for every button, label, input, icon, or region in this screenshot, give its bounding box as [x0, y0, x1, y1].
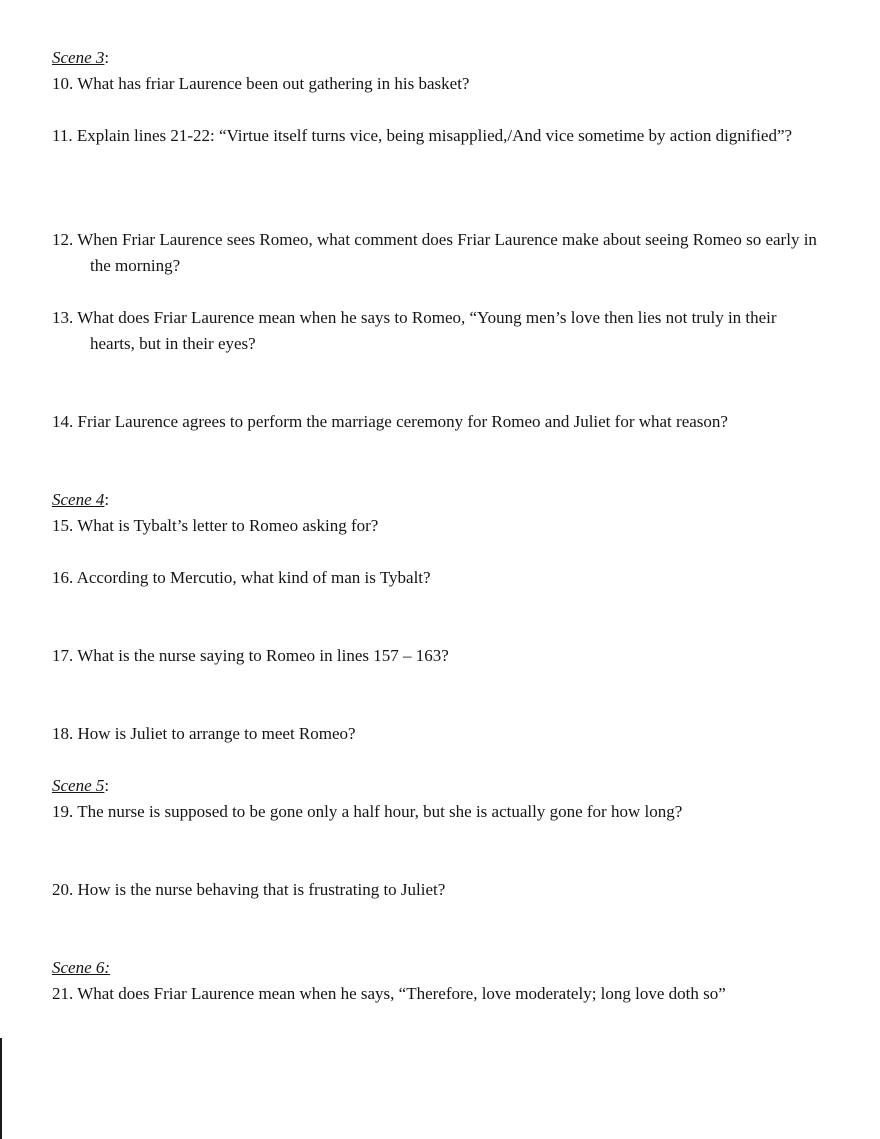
- question-11-text: Explain lines 21-22: “Virtue itself turns vice, being misapplied,/And vice sometime by action dignified”?: [76, 126, 793, 145]
- section-heading-scene-5: [52, 773, 818, 799]
- question-20-text: How is the nurse behaving that is frustrating to Juliet?: [77, 880, 446, 899]
- question-10-number: 10.: [52, 74, 74, 93]
- question-21: [52, 981, 818, 1007]
- question-11: [52, 123, 818, 149]
- question-17-number: 17.: [52, 646, 74, 665]
- question-12-number: 12.: [52, 230, 74, 249]
- question-15: [52, 513, 818, 539]
- question-20-number: 20.: [52, 880, 74, 899]
- question-19-number: 19.: [52, 802, 74, 821]
- question-19-text: The nurse is supposed to be gone only a half hour, but she is actually gone for how long?: [77, 802, 683, 821]
- question-18: [52, 721, 818, 747]
- question-13-number: 13.: [52, 308, 74, 327]
- question-12: [52, 227, 818, 279]
- scene-4-colon: :: [104, 490, 110, 509]
- question-12-text: When Friar Laurence sees Romeo, what comment does Friar Laurence make about seeing Romeo so early in the morning?: [77, 230, 817, 275]
- question-15-text: What is Tybalt’s letter to Romeo asking for?: [77, 516, 379, 535]
- section-heading-scene-4: [52, 487, 818, 513]
- question-14-text: Friar Laurence agrees to perform the marriage ceremony for Romeo and Juliet for what reason?: [77, 412, 728, 431]
- question-13-text: What does Friar Laurence mean when he says to Romeo, “Young men’s love then lies not truly in their hearts, but in their eyes?: [77, 308, 777, 353]
- question-17: [52, 643, 818, 669]
- question-13: [52, 305, 818, 357]
- question-11-number: 11.: [52, 126, 73, 145]
- question-18-text: How is Juliet to arrange to meet Romeo?: [77, 724, 356, 743]
- question-20: [52, 877, 818, 903]
- question-16-number: 16.: [52, 568, 74, 587]
- question-10-text: What has friar Laurence been out gathering in his basket?: [77, 74, 470, 93]
- scene-5-colon: :: [104, 776, 110, 795]
- question-10: [52, 71, 818, 97]
- question-19: [52, 799, 818, 825]
- question-14: [52, 409, 818, 435]
- question-15-number: 15.: [52, 516, 74, 535]
- scene-3-colon: :: [104, 48, 110, 67]
- question-16-text: According to Mercutio, what kind of man is Tybalt?: [76, 568, 431, 587]
- question-14-number: 14.: [52, 412, 74, 431]
- question-18-number: 18.: [52, 724, 74, 743]
- question-16: [52, 565, 818, 591]
- question-21-number: 21.: [52, 984, 74, 1003]
- scene-5-label: Scene 5: [52, 776, 105, 795]
- scene-3-label: Scene 3: [52, 48, 105, 67]
- scan-edge-artifact: [0, 1038, 2, 1139]
- scene-6-label: Scene 6:: [52, 958, 111, 977]
- question-21-text: What does Friar Laurence mean when he says, “Therefore, love moderately; long love doth so”: [77, 984, 726, 1003]
- section-heading-scene-3: [52, 45, 818, 71]
- question-17-text: What is the nurse saying to Romeo in lines 157 – 163?: [77, 646, 449, 665]
- scene-4-label: Scene 4: [52, 490, 105, 509]
- section-heading-scene-6: [52, 955, 818, 981]
